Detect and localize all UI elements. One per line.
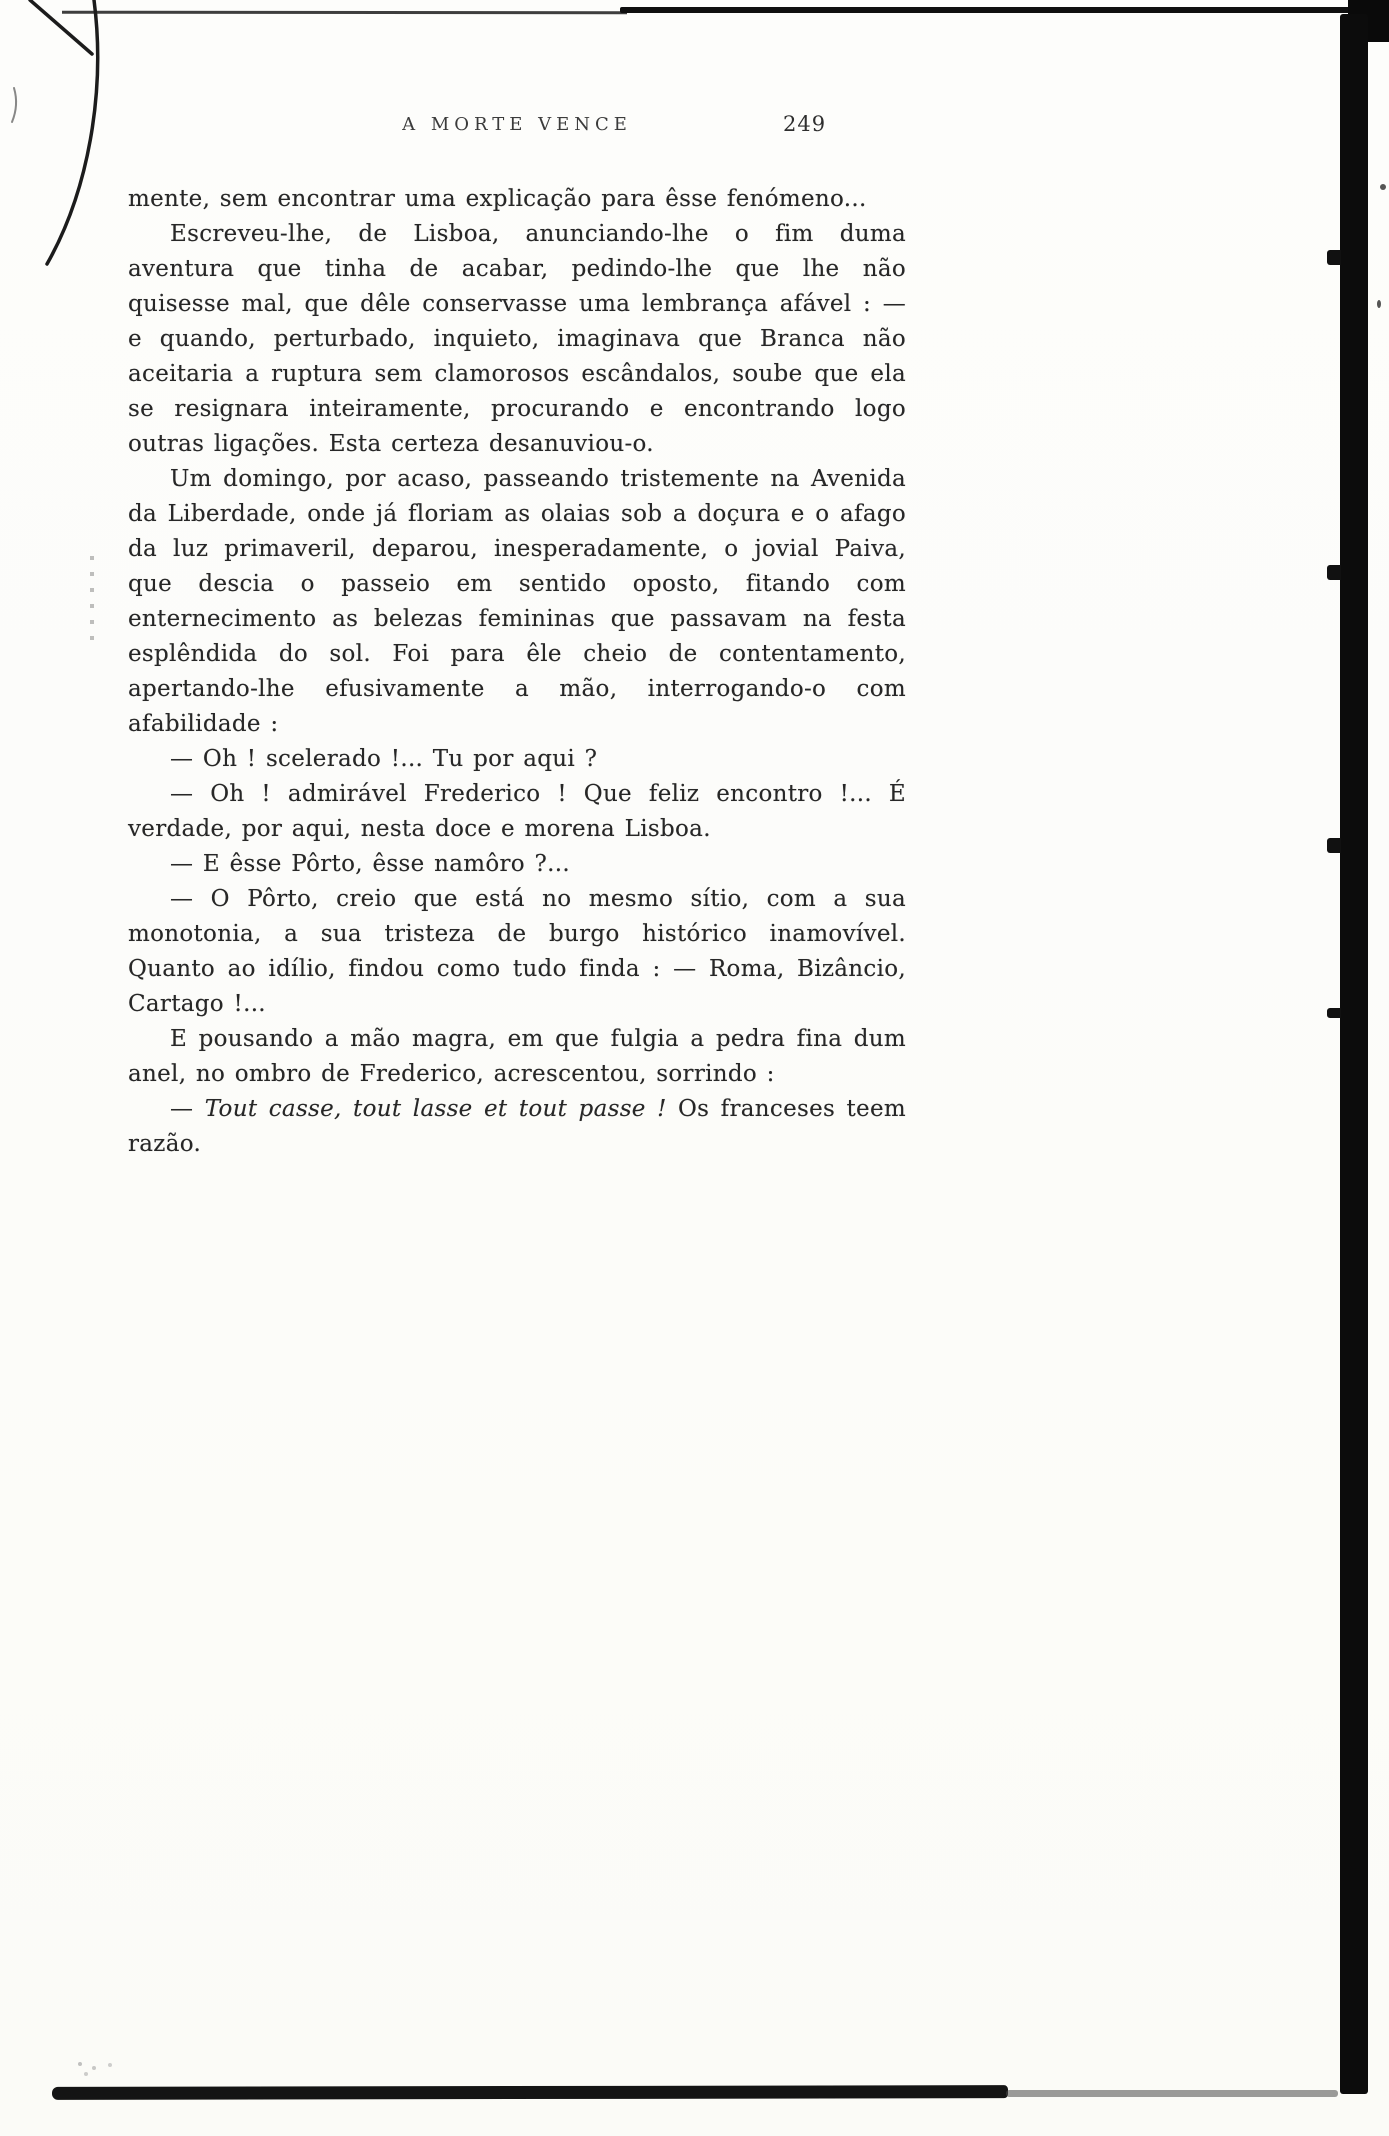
scan-artifact-right-nub [1327,838,1341,853]
paragraph [128,182,906,217]
scan-artifact-bottom-smudge [78,2062,82,2066]
text-segment: — Oh ! admirável Frederico ! Que feliz encontro !... É verdade, por aqui, nesta doce e morena Lisboa. [128,781,906,842]
text-segment: E pousando a mão magra, em que fulgia a pedra fina dum anel, no ombro de Frederico, acrescentou, sorrindo : [128,1026,906,1087]
paragraph [128,217,906,462]
text-segment: — E êsse Pôrto, êsse namôro ?... [170,851,570,877]
paragraph [128,777,906,847]
paragraph [128,847,906,882]
text-segment: Os franceses teem razão. [128,1096,906,1157]
scan-artifact-top-line-thick [620,7,1350,13]
scan-artifact-speck [1377,300,1381,308]
page-header [128,112,906,144]
scan-artifact-top-line [62,11,627,15]
text-segment: — O Pôrto, creio que está no mesmo sítio, com a sua monotonia, a sua tristeza de burgo histórico inamovível. Quanto ao idílio, findou como tudo finda : — Roma, Bizâncio, Cartago !... [128,886,906,1017]
paragraph [128,1022,906,1092]
text-segment: Escreveu-lhe, de Lisboa, anunciando-lhe o fim duma aventura que tinha de acabar, pedindo-lhe que lhe não quisesse mal, que dêle conservasse uma lembrança afável : — e quando, perturbado, inquieto, imaginava que Branca não aceitaria a ruptura sem clamorosos escândalos, soube que ela se resignara inteiramente, procurando e encontrando logo outras ligações. Esta certeza desanuviou-o. [128,221,906,457]
page-number: 249 [783,112,827,136]
italic-phrase: Tout casse, tout lasse et tout passe ! [204,1096,667,1122]
scan-artifact-margin-marks [90,556,94,648]
paragraph [128,462,906,742]
text-segment: mente, sem encontrar uma explicação para êsse fenómeno... [128,186,867,212]
scan-artifact-corner-curve [0,0,140,290]
text-segment: — [170,1096,205,1122]
paragraph [128,1092,906,1162]
paragraph [128,882,906,1022]
scan-artifact-bottom-bar-faint [1006,2090,1338,2097]
paragraph [128,742,906,777]
scan-artifact-bottom-bar [52,2085,1008,2100]
scan-artifact-right-nub [1327,1008,1341,1018]
scan-artifact-right-bar [1340,14,1368,2094]
text-block [128,182,906,1162]
scan-artifact-right-nub [1327,250,1341,265]
running-title: A MORTE VENCE [402,114,632,135]
scan-artifact-right-nub [1327,565,1341,580]
text-segment: — Oh ! scelerado !... Tu por aqui ? [170,746,598,772]
scan-artifact-speck [1380,184,1386,190]
text-segment: Um domingo, por acaso, passeando tristemente na Avenida da Liberdade, onde já floriam as olaias sob a doçura e o afago da luz primaveril, deparou, inesperadamente, o jovial Paiva, que descia o passeio em sentido oposto, fitando com enternecimento as belezas femininas que passavam na festa esplêndida do sol. Foi para êle cheio de contentamento, apertando-lhe efusivamente a mão, interrogando-o com afabilidade : [128,466,906,737]
